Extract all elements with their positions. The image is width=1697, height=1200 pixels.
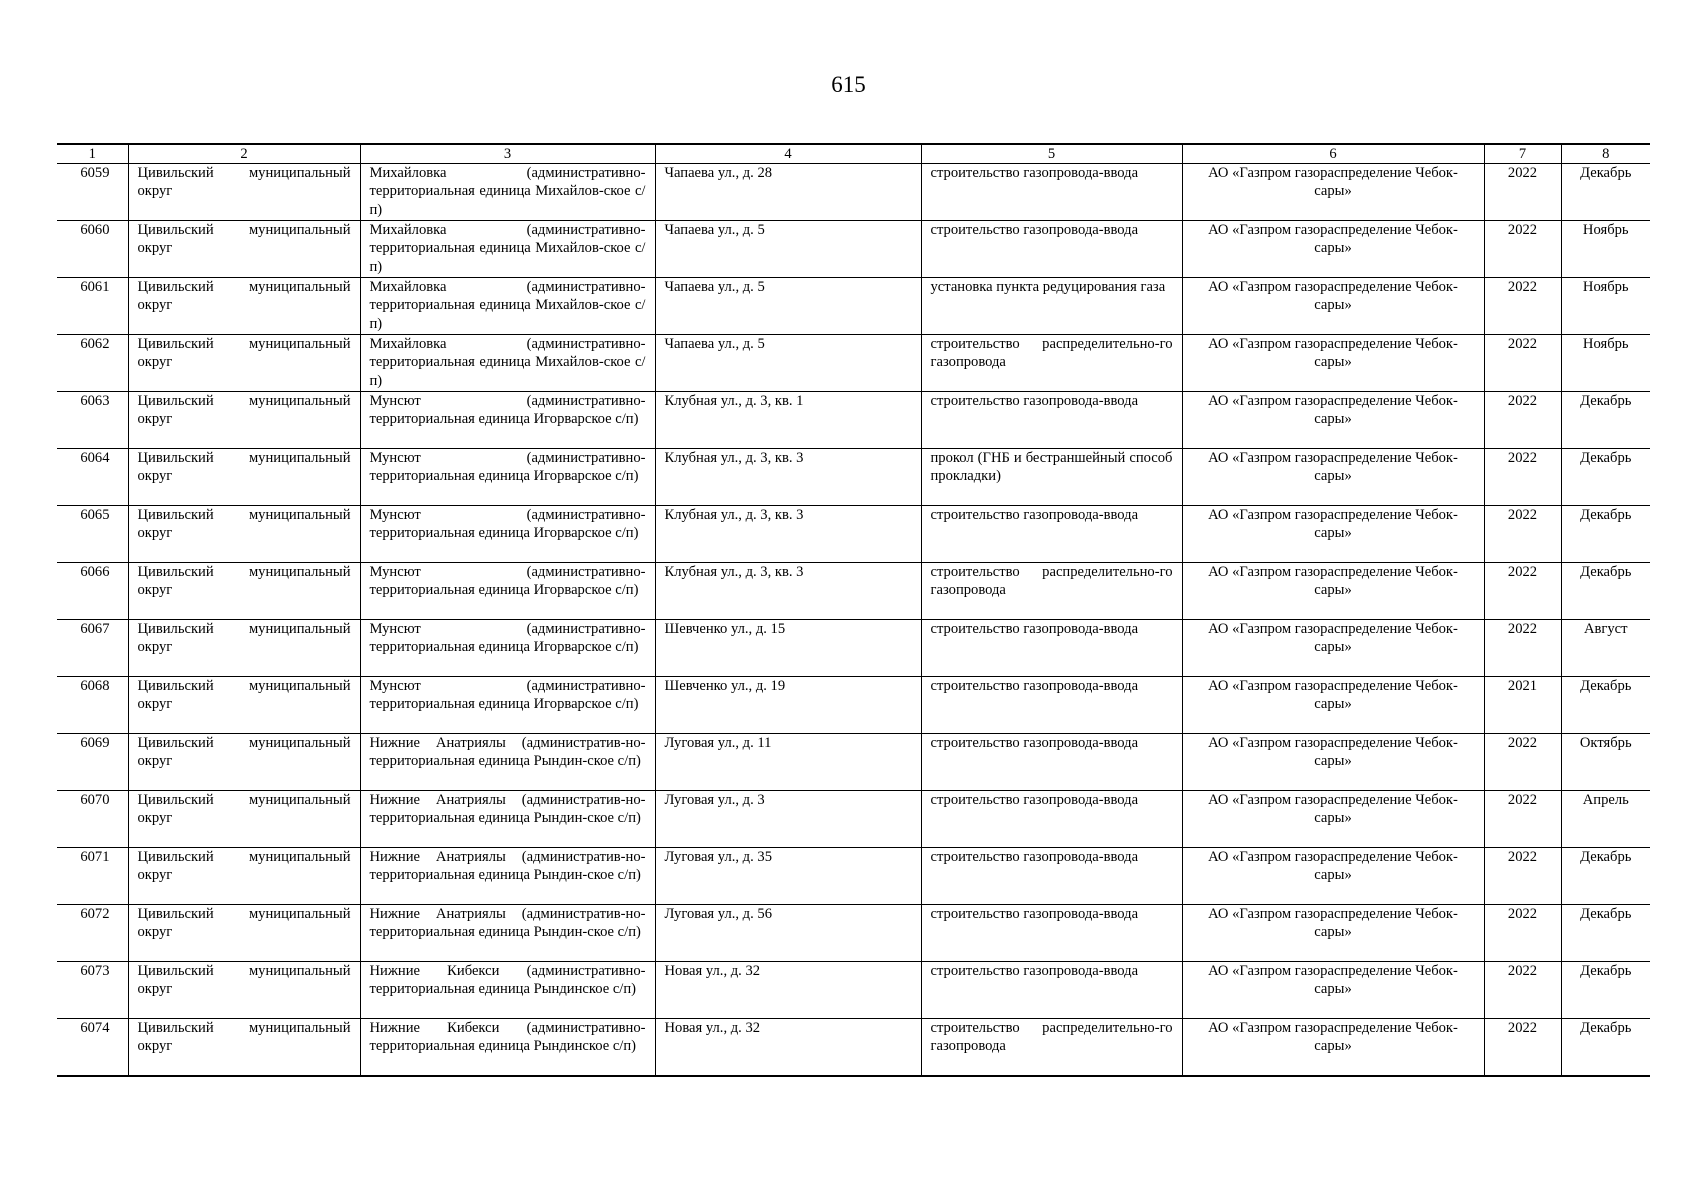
- cell-settlement: Мунсют (административно-территориальная единица Игорварское с/п): [360, 449, 655, 506]
- cell-row-number: 6069: [57, 734, 128, 791]
- cell-settlement: Михайловка (административно-территориальная единица Михайлов-ское с/п): [360, 278, 655, 335]
- cell-year: 2022: [1484, 335, 1561, 392]
- table-row: [57, 449, 1650, 506]
- column-header: 1: [57, 144, 128, 164]
- cell-work-type: строительство газопровода-ввода: [921, 506, 1182, 563]
- cell-month: Декабрь: [1561, 1019, 1650, 1076]
- cell-year: 2022: [1484, 620, 1561, 677]
- table-row: [57, 506, 1650, 563]
- cell-month: Декабрь: [1561, 563, 1650, 620]
- table-row: [57, 392, 1650, 449]
- cell-row-number: 6067: [57, 620, 128, 677]
- cell-district: Цивильский муниципальный округ: [128, 506, 360, 563]
- cell-organization: АО «Газпром газораспределение Чебок-сары»: [1182, 335, 1484, 392]
- cell-address: Чапаева ул., д. 5: [655, 221, 921, 278]
- cell-organization: АО «Газпром газораспределение Чебок-сары»: [1182, 164, 1484, 221]
- cell-month: Август: [1561, 620, 1650, 677]
- cell-row-number: 6070: [57, 791, 128, 848]
- cell-month: Декабрь: [1561, 392, 1650, 449]
- cell-month: Декабрь: [1561, 905, 1650, 962]
- cell-year: 2022: [1484, 506, 1561, 563]
- cell-work-type: строительство распределительно-го газопровода: [921, 1019, 1182, 1076]
- cell-work-type: строительство газопровода-ввода: [921, 620, 1182, 677]
- column-header: 6: [1182, 144, 1484, 164]
- cell-address: Чапаева ул., д. 5: [655, 278, 921, 335]
- cell-month: Декабрь: [1561, 164, 1650, 221]
- cell-settlement: Нижние Анатриялы (административ-но-территориальная единица Рындин-ское с/п): [360, 848, 655, 905]
- cell-row-number: 6073: [57, 962, 128, 1019]
- cell-month: Декабрь: [1561, 449, 1650, 506]
- cell-month: Декабрь: [1561, 506, 1650, 563]
- cell-year: 2022: [1484, 164, 1561, 221]
- cell-address: Шевченко ул., д. 15: [655, 620, 921, 677]
- cell-organization: АО «Газпром газораспределение Чебок-сары»: [1182, 449, 1484, 506]
- cell-row-number: 6063: [57, 392, 128, 449]
- table-row: [57, 164, 1650, 221]
- cell-row-number: 6064: [57, 449, 128, 506]
- cell-address: Чапаева ул., д. 28: [655, 164, 921, 221]
- cell-row-number: 6071: [57, 848, 128, 905]
- table-row: [57, 620, 1650, 677]
- cell-month: Ноябрь: [1561, 278, 1650, 335]
- cell-work-type: прокол (ГНБ и бестраншейный способ прокладки): [921, 449, 1182, 506]
- table-row: [57, 848, 1650, 905]
- cell-district: Цивильский муниципальный округ: [128, 392, 360, 449]
- cell-work-type: строительство распределительно-го газопровода: [921, 563, 1182, 620]
- cell-work-type: строительство газопровода-ввода: [921, 164, 1182, 221]
- cell-address: Луговая ул., д. 11: [655, 734, 921, 791]
- cell-work-type: строительство газопровода-ввода: [921, 905, 1182, 962]
- cell-row-number: 6060: [57, 221, 128, 278]
- cell-year: 2022: [1484, 392, 1561, 449]
- table-row: [57, 791, 1650, 848]
- cell-work-type: строительство распределительно-го газопровода: [921, 335, 1182, 392]
- cell-settlement: Мунсют (административно-территориальная единица Игорварское с/п): [360, 563, 655, 620]
- column-header: 2: [128, 144, 360, 164]
- column-header: 4: [655, 144, 921, 164]
- column-header: 3: [360, 144, 655, 164]
- cell-organization: АО «Газпром газораспределение Чебок-сары»: [1182, 791, 1484, 848]
- cell-address: Чапаева ул., д. 5: [655, 335, 921, 392]
- cell-organization: АО «Газпром газораспределение Чебок-сары»: [1182, 506, 1484, 563]
- cell-organization: АО «Газпром газораспределение Чебок-сары»: [1182, 734, 1484, 791]
- cell-row-number: 6061: [57, 278, 128, 335]
- cell-month: Ноябрь: [1561, 221, 1650, 278]
- cell-row-number: 6059: [57, 164, 128, 221]
- cell-address: Шевченко ул., д. 19: [655, 677, 921, 734]
- table-row: [57, 278, 1650, 335]
- table-row: [57, 335, 1650, 392]
- table-row: [57, 962, 1650, 1019]
- cell-work-type: строительство газопровода-ввода: [921, 962, 1182, 1019]
- cell-year: 2022: [1484, 563, 1561, 620]
- cell-district: Цивильский муниципальный округ: [128, 164, 360, 221]
- cell-row-number: 6068: [57, 677, 128, 734]
- cell-month: Декабрь: [1561, 848, 1650, 905]
- cell-year: 2022: [1484, 449, 1561, 506]
- cell-work-type: строительство газопровода-ввода: [921, 392, 1182, 449]
- cell-district: Цивильский муниципальный округ: [128, 278, 360, 335]
- cell-settlement: Михайловка (административно-территориальная единица Михайлов-ское с/п): [360, 221, 655, 278]
- cell-year: 2022: [1484, 905, 1561, 962]
- cell-district: Цивильский муниципальный округ: [128, 335, 360, 392]
- cell-organization: АО «Газпром газораспределение Чебок-сары»: [1182, 221, 1484, 278]
- table-row: [57, 563, 1650, 620]
- cell-settlement: Нижние Анатриялы (административ-но-территориальная единица Рындин-ское с/п): [360, 791, 655, 848]
- cell-month: Декабрь: [1561, 962, 1650, 1019]
- table-row: [57, 677, 1650, 734]
- cell-year: 2021: [1484, 677, 1561, 734]
- cell-address: Клубная ул., д. 3, кв. 3: [655, 449, 921, 506]
- cell-organization: АО «Газпром газораспределение Чебок-сары»: [1182, 620, 1484, 677]
- cell-district: Цивильский муниципальный округ: [128, 221, 360, 278]
- cell-organization: АО «Газпром газораспределение Чебок-сары»: [1182, 392, 1484, 449]
- page-number: 615: [831, 72, 866, 97]
- column-header: 7: [1484, 144, 1561, 164]
- cell-work-type: строительство газопровода-ввода: [921, 734, 1182, 791]
- cell-organization: АО «Газпром газораспределение Чебок-сары»: [1182, 848, 1484, 905]
- cell-work-type: строительство газопровода-ввода: [921, 848, 1182, 905]
- cell-district: Цивильский муниципальный округ: [128, 962, 360, 1019]
- cell-address: Луговая ул., д. 56: [655, 905, 921, 962]
- cell-organization: АО «Газпром газораспределение Чебок-сары»: [1182, 278, 1484, 335]
- cell-address: Клубная ул., д. 3, кв. 1: [655, 392, 921, 449]
- cell-row-number: 6072: [57, 905, 128, 962]
- cell-organization: АО «Газпром газораспределение Чебок-сары»: [1182, 563, 1484, 620]
- cell-address: Луговая ул., д. 3: [655, 791, 921, 848]
- table-row: [57, 905, 1650, 962]
- cell-month: Апрель: [1561, 791, 1650, 848]
- cell-address: Новая ул., д. 32: [655, 1019, 921, 1076]
- cell-year: 2022: [1484, 848, 1561, 905]
- cell-row-number: 6074: [57, 1019, 128, 1076]
- cell-settlement: Нижние Кибекси (административно-территориальная единица Рындинское с/п): [360, 1019, 655, 1076]
- cell-organization: АО «Газпром газораспределение Чебок-сары»: [1182, 962, 1484, 1019]
- cell-settlement: Нижние Анатриялы (административ-но-территориальная единица Рындин-ское с/п): [360, 905, 655, 962]
- cell-address: Клубная ул., д. 3, кв. 3: [655, 563, 921, 620]
- cell-work-type: строительство газопровода-ввода: [921, 221, 1182, 278]
- cell-year: 2022: [1484, 221, 1561, 278]
- cell-month: Ноябрь: [1561, 335, 1650, 392]
- cell-row-number: 6066: [57, 563, 128, 620]
- table-row: [57, 1019, 1650, 1076]
- column-number-row: [57, 144, 1650, 164]
- column-header: 8: [1561, 144, 1650, 164]
- cell-district: Цивильский муниципальный округ: [128, 563, 360, 620]
- cell-district: Цивильский муниципальный округ: [128, 791, 360, 848]
- cell-work-type: строительство газопровода-ввода: [921, 677, 1182, 734]
- cell-district: Цивильский муниципальный округ: [128, 1019, 360, 1076]
- cell-address: Новая ул., д. 32: [655, 962, 921, 1019]
- cell-year: 2022: [1484, 734, 1561, 791]
- cell-settlement: Нижние Анатриялы (административ-но-территориальная единица Рындин-ское с/п): [360, 734, 655, 791]
- cell-settlement: Мунсют (административно-территориальная единица Игорварское с/п): [360, 392, 655, 449]
- cell-settlement: Нижние Кибекси (административно-территориальная единица Рындинское с/п): [360, 962, 655, 1019]
- cell-year: 2022: [1484, 962, 1561, 1019]
- cell-district: Цивильский муниципальный округ: [128, 677, 360, 734]
- column-header: 5: [921, 144, 1182, 164]
- cell-year: 2022: [1484, 791, 1561, 848]
- cell-district: Цивильский муниципальный округ: [128, 905, 360, 962]
- cell-month: Октябрь: [1561, 734, 1650, 791]
- cell-settlement: Михайловка (административно-территориальная единица Михайлов-ское с/п): [360, 164, 655, 221]
- cell-organization: АО «Газпром газораспределение Чебок-сары»: [1182, 677, 1484, 734]
- cell-district: Цивильский муниципальный округ: [128, 449, 360, 506]
- cell-organization: АО «Газпром газораспределение Чебок-сары»: [1182, 1019, 1484, 1076]
- cell-settlement: Мунсют (административно-территориальная единица Игорварское с/п): [360, 677, 655, 734]
- cell-district: Цивильский муниципальный округ: [128, 734, 360, 791]
- cell-district: Цивильский муниципальный округ: [128, 620, 360, 677]
- table-row: [57, 734, 1650, 791]
- cell-year: 2022: [1484, 1019, 1561, 1076]
- cell-month: Декабрь: [1561, 677, 1650, 734]
- cell-row-number: 6062: [57, 335, 128, 392]
- cell-organization: АО «Газпром газораспределение Чебок-сары»: [1182, 905, 1484, 962]
- gasification-table: [57, 143, 1650, 1077]
- cell-settlement: Мунсют (административно-территориальная единица Игорварское с/п): [360, 506, 655, 563]
- cell-address: Клубная ул., д. 3, кв. 3: [655, 506, 921, 563]
- cell-work-type: строительство газопровода-ввода: [921, 791, 1182, 848]
- table-row: [57, 221, 1650, 278]
- cell-row-number: 6065: [57, 506, 128, 563]
- cell-address: Луговая ул., д. 35: [655, 848, 921, 905]
- cell-settlement: Михайловка (административно-территориальная единица Михайлов-ское с/п): [360, 335, 655, 392]
- cell-district: Цивильский муниципальный округ: [128, 848, 360, 905]
- cell-year: 2022: [1484, 278, 1561, 335]
- cell-settlement: Мунсют (административно-территориальная единица Игорварское с/п): [360, 620, 655, 677]
- cell-work-type: установка пункта редуцирования газа: [921, 278, 1182, 335]
